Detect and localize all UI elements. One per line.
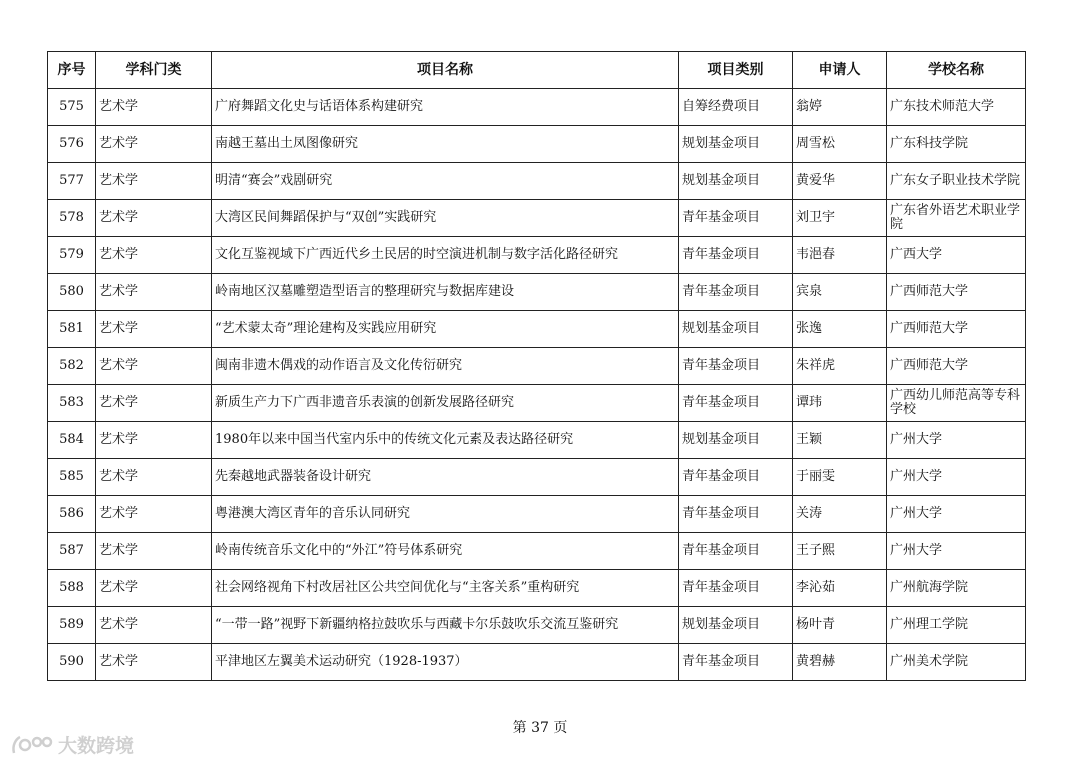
cell-school: 广西师范大学 (887, 348, 1026, 385)
cell-school: 广东女子职业技术学院 (887, 163, 1026, 200)
header-type: 项目类别 (679, 52, 793, 89)
cell-category: 艺术学 (96, 644, 212, 681)
table-row (48, 126, 1026, 163)
table-row (48, 163, 1026, 200)
table-row (48, 496, 1026, 533)
cell-type: 青年基金项目 (679, 348, 793, 385)
cell-applicant: 韦浥春 (793, 237, 887, 274)
table-row (48, 348, 1026, 385)
projects-table (47, 51, 1026, 681)
cell-project: 闽南非遗木偶戏的动作语言及文化传衍研究 (212, 348, 679, 385)
cell-applicant: 王颖 (793, 422, 887, 459)
cell-category: 艺术学 (96, 200, 212, 237)
cell-type: 青年基金项目 (679, 570, 793, 607)
logo-icon (10, 733, 54, 757)
cell-school: 广州美术学院 (887, 644, 1026, 681)
cell-school: 广西师范大学 (887, 274, 1026, 311)
cell-category: 艺术学 (96, 570, 212, 607)
cell-category: 艺术学 (96, 496, 212, 533)
cell-project: “一带一路”视野下新疆纳格拉鼓吹乐与西藏卡尔乐鼓吹乐交流互鉴研究 (212, 607, 679, 644)
cell-school: 广西师范大学 (887, 311, 1026, 348)
cell-project: 新质生产力下广西非遗音乐表演的创新发展路径研究 (212, 385, 679, 422)
cell-type: 规划基金项目 (679, 422, 793, 459)
table-row (48, 89, 1026, 126)
cell-no: 575 (48, 89, 96, 126)
cell-school: 广州大学 (887, 422, 1026, 459)
table-row (48, 311, 1026, 348)
table-row (48, 200, 1026, 237)
cell-no: 576 (48, 126, 96, 163)
header-school: 学校名称 (887, 52, 1026, 89)
cell-project: “艺术蒙太奇”理论建构及实践应用研究 (212, 311, 679, 348)
cell-category: 艺术学 (96, 89, 212, 126)
header-project: 项目名称 (212, 52, 679, 89)
cell-type: 青年基金项目 (679, 644, 793, 681)
cell-applicant: 黄爱华 (793, 163, 887, 200)
cell-category: 艺术学 (96, 385, 212, 422)
cell-project: 1980年以来中国当代室内乐中的传统文化元素及表达路径研究 (212, 422, 679, 459)
cell-applicant: 关涛 (793, 496, 887, 533)
cell-no: 579 (48, 237, 96, 274)
cell-type: 青年基金项目 (679, 385, 793, 422)
table-row (48, 533, 1026, 570)
cell-category: 艺术学 (96, 163, 212, 200)
cell-project: 平津地区左翼美术运动研究（1928-1937） (212, 644, 679, 681)
cell-no: 581 (48, 311, 96, 348)
table-row (48, 644, 1026, 681)
cell-school: 广东技术师范大学 (887, 89, 1026, 126)
cell-applicant: 宾泉 (793, 274, 887, 311)
table-row (48, 459, 1026, 496)
cell-project: 文化互鉴视域下广西近代乡土民居的时空演进机制与数字活化路径研究 (212, 237, 679, 274)
cell-project: 广府舞蹈文化史与话语体系构建研究 (212, 89, 679, 126)
cell-type: 自筹经费项目 (679, 89, 793, 126)
header-applicant: 申请人 (793, 52, 887, 89)
watermark-text: 大数跨境 (58, 735, 135, 757)
cell-applicant: 黄碧赫 (793, 644, 887, 681)
cell-no: 577 (48, 163, 96, 200)
cell-no: 587 (48, 533, 96, 570)
cell-school: 广州大学 (887, 496, 1026, 533)
cell-no: 578 (48, 200, 96, 237)
cell-no: 588 (48, 570, 96, 607)
cell-school: 广州航海学院 (887, 570, 1026, 607)
cell-applicant: 李沁茹 (793, 570, 887, 607)
cell-applicant: 于丽雯 (793, 459, 887, 496)
cell-applicant: 刘卫宇 (793, 200, 887, 237)
page-number: 第 37 页 (512, 720, 568, 736)
cell-no: 583 (48, 385, 96, 422)
cell-school: 广州大学 (887, 459, 1026, 496)
cell-applicant: 翁婷 (793, 89, 887, 126)
cell-no: 582 (48, 348, 96, 385)
cell-project: 粤港澳大湾区青年的音乐认同研究 (212, 496, 679, 533)
cell-project: 先秦越地武器装备设计研究 (212, 459, 679, 496)
cell-type: 规划基金项目 (679, 311, 793, 348)
cell-applicant: 朱祥虎 (793, 348, 887, 385)
table-header-row (48, 52, 1026, 89)
cell-school: 广州大学 (887, 533, 1026, 570)
cell-category: 艺术学 (96, 607, 212, 644)
cell-category: 艺术学 (96, 274, 212, 311)
cell-category: 艺术学 (96, 533, 212, 570)
cell-no: 580 (48, 274, 96, 311)
cell-applicant: 张逸 (793, 311, 887, 348)
cell-applicant: 周雪松 (793, 126, 887, 163)
table-row (48, 237, 1026, 274)
cell-category: 艺术学 (96, 459, 212, 496)
cell-no: 585 (48, 459, 96, 496)
cell-school: 广西大学 (887, 237, 1026, 274)
cell-project: 岭南地区汉墓雕塑造型语言的整理研究与数据库建设 (212, 274, 679, 311)
cell-school: 广西幼儿师范高等专科学校 (887, 385, 1026, 422)
header-no: 序号 (48, 52, 96, 89)
cell-school: 广东省外语艺术职业学院 (887, 200, 1026, 237)
cell-category: 艺术学 (96, 237, 212, 274)
cell-project: 大湾区民间舞蹈保护与“双创”实践研究 (212, 200, 679, 237)
cell-applicant: 王子熙 (793, 533, 887, 570)
cell-school: 广州理工学院 (887, 607, 1026, 644)
cell-category: 艺术学 (96, 126, 212, 163)
cell-project: 社会网络视角下村改居社区公共空间优化与“主客关系”重构研究 (212, 570, 679, 607)
cell-project: 南越王墓出土凤图像研究 (212, 126, 679, 163)
cell-type: 规划基金项目 (679, 607, 793, 644)
cell-type: 规划基金项目 (679, 126, 793, 163)
cell-type: 青年基金项目 (679, 459, 793, 496)
cell-type: 青年基金项目 (679, 533, 793, 570)
table-row (48, 570, 1026, 607)
cell-category: 艺术学 (96, 422, 212, 459)
cell-type: 青年基金项目 (679, 496, 793, 533)
cell-type: 青年基金项目 (679, 200, 793, 237)
table-row (48, 607, 1026, 644)
cell-no: 590 (48, 644, 96, 681)
cell-no: 584 (48, 422, 96, 459)
watermark (10, 731, 134, 758)
cell-category: 艺术学 (96, 311, 212, 348)
table-row (48, 422, 1026, 459)
header-category: 学科门类 (96, 52, 212, 89)
cell-type: 青年基金项目 (679, 237, 793, 274)
cell-project: 岭南传统音乐文化中的“外江”符号体系研究 (212, 533, 679, 570)
cell-school: 广东科技学院 (887, 126, 1026, 163)
cell-type: 规划基金项目 (679, 163, 793, 200)
table-row (48, 274, 1026, 311)
cell-category: 艺术学 (96, 348, 212, 385)
cell-type: 青年基金项目 (679, 274, 793, 311)
cell-applicant: 杨叶青 (793, 607, 887, 644)
cell-no: 589 (48, 607, 96, 644)
table-row (48, 385, 1026, 422)
cell-applicant: 谭玮 (793, 385, 887, 422)
cell-no: 586 (48, 496, 96, 533)
cell-project: 明清“赛会”戏剧研究 (212, 163, 679, 200)
